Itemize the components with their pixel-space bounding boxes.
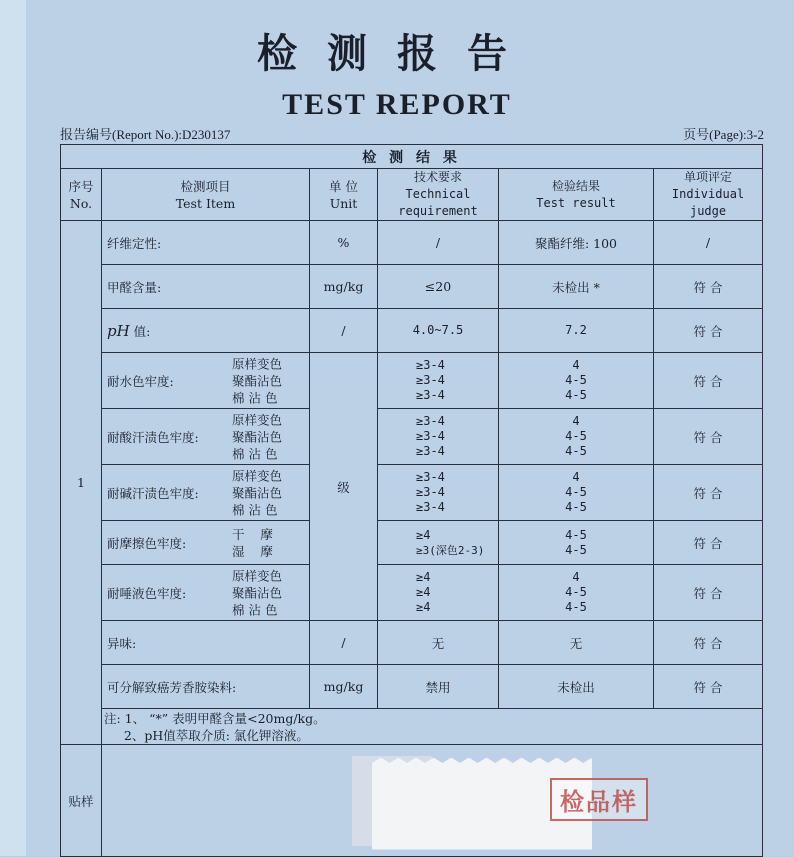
table-row <box>61 621 763 665</box>
unit-value: 级 <box>310 353 378 621</box>
col-header-seq: 序号 No. <box>61 169 102 221</box>
item-name: 耐酸汗渍色牢度: 原样变色 聚酯沾色 棉 沾 色 <box>102 409 310 465</box>
item-name: 耐碱汗渍色牢度: 原样变色 聚酯沾色 棉 沾 色 <box>102 465 310 521</box>
requirement-value: ≥4 ≥3(深色2-3) <box>378 521 499 565</box>
requirement-value: / <box>378 221 499 265</box>
report-title-en: TEST REPORT <box>282 88 512 121</box>
requirement-value: 禁用 <box>378 665 499 709</box>
result-value: 4-5 4-5 <box>499 521 654 565</box>
item-name: 耐水色牢度: 原样变色 聚酯沾色 棉 沾 色 <box>102 353 310 409</box>
judge-value: 符 合 <box>654 353 763 409</box>
page-number: 页号(Page):3-2 <box>683 127 764 142</box>
sample-label: 贴样 <box>61 745 102 857</box>
ph-suffix: 值: <box>129 323 151 339</box>
unit-value: mg/kg <box>310 265 378 309</box>
judge-value: 符 合 <box>654 565 763 621</box>
judge-value: / <box>654 221 763 265</box>
unit-value: / <box>310 309 378 353</box>
judge-value: 符 合 <box>654 409 763 465</box>
result-value: 未检出 * <box>499 265 654 309</box>
col-header-result: 检验结果 Test result <box>499 169 654 221</box>
sample-stamp: 检品样 <box>550 778 648 821</box>
table-row <box>61 409 763 465</box>
test-results-table <box>60 144 763 857</box>
requirement-value: ≤20 <box>378 265 499 309</box>
report-title-cn: 检测报告 <box>257 30 537 77</box>
judge-value: 符 合 <box>654 309 763 353</box>
result-value: 4 4-5 4-5 <box>499 409 654 465</box>
note-line-2: 2、pH值萃取介质: 氯化钾溶液。 <box>104 727 309 743</box>
judge-value: 符 合 <box>654 665 763 709</box>
unit-value: % <box>310 221 378 265</box>
result-value: 聚酯纤维: 100 <box>499 221 654 265</box>
requirement-value: ≥3-4 ≥3-4 ≥3-4 <box>378 409 499 465</box>
col-header-unit: 单 位 Unit <box>310 169 378 221</box>
requirement-value: ≥4 ≥4 ≥4 <box>378 565 499 621</box>
judge-value: 符 合 <box>654 465 763 521</box>
judge-value: 符 合 <box>654 265 763 309</box>
result-value: 7.2 <box>499 309 654 353</box>
item-name <box>102 309 310 353</box>
result-value: 4 4-5 4-5 <box>499 565 654 621</box>
judge-value: 符 合 <box>654 621 763 665</box>
item-name: 耐唾液色牢度: 原样变色 聚酯沾色 棉 沾 色 <box>102 565 310 621</box>
result-value: 无 <box>499 621 654 665</box>
item-name: 可分解致癌芳香胺染料: <box>102 665 310 709</box>
item-name: 耐摩擦色牢度: 干 摩 湿 摩 <box>102 521 310 565</box>
table-row <box>61 265 763 309</box>
item-name: 甲醛含量: <box>102 265 310 309</box>
table-row <box>61 353 763 409</box>
col-header-judge: 单项评定 Individual judge <box>654 169 763 221</box>
scan-margin <box>0 0 26 856</box>
requirement-value: 4.0~7.5 <box>378 309 499 353</box>
sample-area <box>102 745 763 857</box>
table-row <box>61 309 763 353</box>
table-row <box>61 465 763 521</box>
note-line-1: 注: 1、 “*” 表明甲醛含量<20mg/kg。 <box>104 710 326 726</box>
table-row <box>61 565 763 621</box>
unit-value: mg/kg <box>310 665 378 709</box>
table-row <box>61 521 763 565</box>
requirement-value: ≥3-4 ≥3-4 ≥3-4 <box>378 465 499 521</box>
unit-value: / <box>310 621 378 665</box>
result-value: 未检出 <box>499 665 654 709</box>
seq-number: 1 <box>61 221 102 745</box>
result-value: 4 4-5 4-5 <box>499 465 654 521</box>
section-title: 检 测 结 果 <box>61 145 763 169</box>
item-name: 纤维定性: <box>102 221 310 265</box>
requirement-value: ≥3-4 ≥3-4 ≥3-4 <box>378 353 499 409</box>
notes <box>102 709 763 745</box>
col-header-item: 检测项目 Test Item <box>102 169 310 221</box>
judge-value: 符 合 <box>654 521 763 565</box>
requirement-value: 无 <box>378 621 499 665</box>
report-number: 报告编号(Report No.):D230137 <box>60 127 231 142</box>
table-row <box>61 221 763 265</box>
result-value: 4 4-5 4-5 <box>499 353 654 409</box>
table-row <box>61 665 763 709</box>
ph-label: pH <box>107 321 130 340</box>
col-header-requirement: 技术要求 Technical requirement <box>378 169 499 221</box>
item-name: 异味: <box>102 621 310 665</box>
